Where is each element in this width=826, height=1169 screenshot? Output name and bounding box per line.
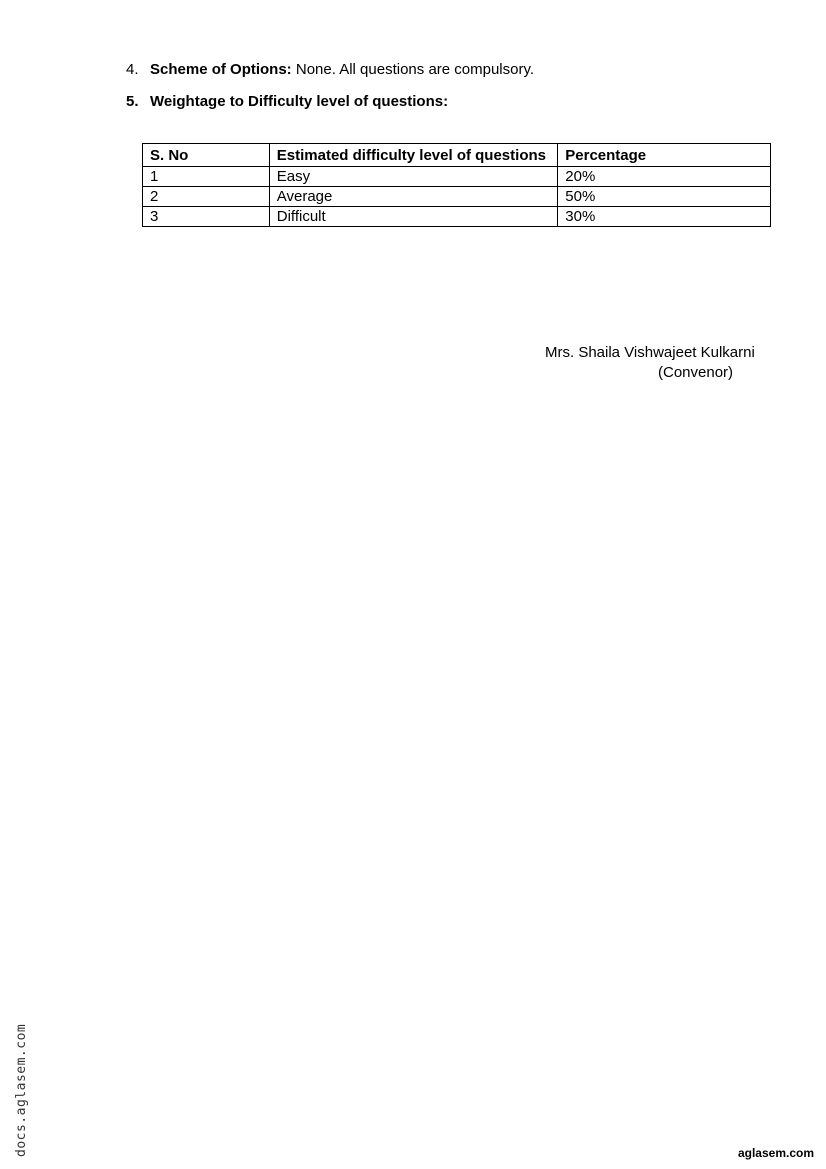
cell-percentage: 30%	[558, 207, 771, 227]
difficulty-weightage-table	[142, 143, 771, 227]
table-row	[143, 187, 771, 207]
signature-block	[545, 343, 755, 383]
cell-sno: 1	[143, 167, 270, 187]
cell-sno: 2	[143, 187, 270, 207]
section-4-scheme-of-options	[126, 61, 534, 79]
cell-difficulty: Average	[269, 187, 558, 207]
section-number: 5.	[126, 93, 139, 110]
column-header-sno: S. No	[143, 144, 270, 167]
cell-percentage: 50%	[558, 187, 771, 207]
table-row	[143, 207, 771, 227]
column-header-difficulty: Estimated difficulty level of questions	[269, 144, 558, 167]
cell-percentage: 20%	[558, 167, 771, 187]
footer-site-label: aglasem.com	[737, 1146, 814, 1160]
cell-sno: 3	[143, 207, 270, 227]
cell-difficulty: Difficult	[269, 207, 558, 227]
column-header-percentage: Percentage	[558, 144, 771, 167]
section-heading: Scheme of Options:	[150, 61, 292, 78]
signatory-role: (Convenor)	[658, 364, 734, 381]
section-number: 4.	[126, 61, 139, 78]
table-row	[143, 167, 771, 187]
table-header-row	[143, 144, 771, 167]
cell-difficulty: Easy	[269, 167, 558, 187]
section-text: None. All questions are compulsory.	[291, 61, 535, 78]
section-5-weightage-heading	[126, 93, 448, 111]
section-heading: Weightage to Difficulty level of questions:	[150, 93, 449, 110]
side-watermark: docs.aglasem.com	[14, 1023, 29, 1157]
signatory-name: Mrs. Shaila Vishwajeet Kulkarni	[545, 344, 755, 361]
